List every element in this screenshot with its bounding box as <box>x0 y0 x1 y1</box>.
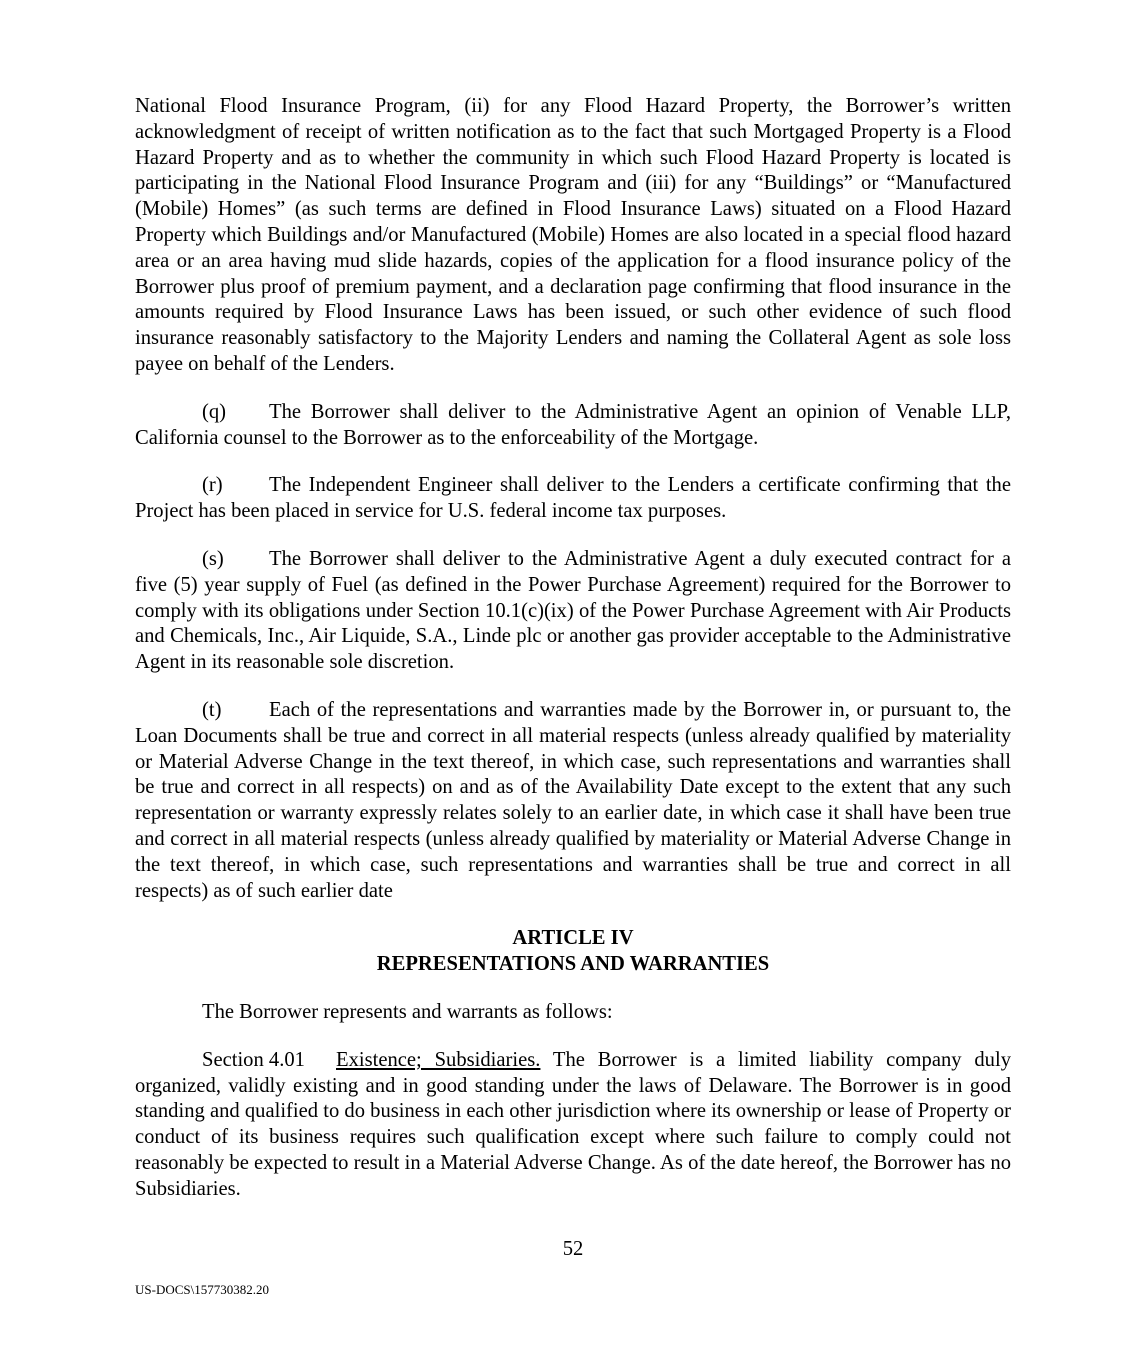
item-label-r: (r) <box>202 474 223 497</box>
item-label-s: (s) <box>202 547 224 570</box>
document-page <box>135 94 1011 1202</box>
item-text-r: The Independent Engineer shall deliver to the Lenders a certificate confirming that the Project has been placed in service for U.S. federal income tax purposes. <box>135 474 1011 523</box>
document-id: US-DOCS\157730382.20 <box>135 1282 269 1297</box>
paragraph-p-continuation: National Flood Insurance Program, (ii) for any Flood Hazard Property, the Borrower’s written acknowledgment of receipt of written notification as to the fact that such Mortgaged Property is a Flood Hazard Property and as to whether the community in which such Flood Hazard Property is located is participating in the National Flood Insurance Program and (iii) for any “Buildings” or “Manufactured (Mobile) Homes” (as such terms are defined in Flood Insurance Laws) situated on a Flood Hazard Property which Buildings and/or Manufactured (Mobile) Homes are also located in a special flood hazard area or an area having mud slide hazards, copies of the application for a flood insurance policy of the Borrower plus proof of premium payment, and a declaration page confirming that flood insurance in the amounts required by Flood Insurance Laws has been issued, or such other evidence of such flood insurance reasonably satisfactory to the Majority Lenders and naming the Collateral Agent as sole loss payee on behalf of the Lenders. <box>135 95 1011 375</box>
section-4-01 <box>135 1048 1011 1203</box>
section-text: The Borrower is a limited liability company duly organized, validly existing and in good standing under the laws of Delaware. The Borrower is in good standing and qualified to do business in each other jurisdiction where its ownership or lease of Property or conduct of its business requires such qualification except where such failure to comply could not reasonably be expected to result in a Material Adverse Change. As of the date hereof, the Borrower has no Subsidiaries. <box>135 1048 1011 1200</box>
paragraph-t <box>135 698 1011 904</box>
item-text-q: The Borrower shall deliver to the Administrative Agent an opinion of Venable LLP, California counsel to the Borrower as to the enforceability of the Mortgage. <box>135 400 1011 449</box>
article-intro: The Borrower represents and warrants as follows: <box>202 1000 613 1023</box>
item-text-s: The Borrower shall deliver to the Administrative Agent a duly executed contract for a five (5) year supply of Fuel (as defined in the Power Purchase Agreement) required for the Borrower to comply with its obligations under Section 10.1(c)(ix) of the Power Purchase Agreement with Air Products and Chemicals, Inc., Air Liquide, S.A., Linde plc or another gas provider acceptable to the Administrative Agent in its reasonable sole discretion. <box>135 547 1011 674</box>
paragraph-s <box>135 547 1011 676</box>
item-label-q: (q) <box>202 400 227 423</box>
article-number: ARTICLE IV <box>512 927 634 950</box>
article-heading <box>135 926 1011 978</box>
section-heading: Existence; Subsidiaries. <box>336 1048 541 1071</box>
section-number: Section 4.01 <box>202 1048 305 1071</box>
paragraph-r <box>135 473 1011 525</box>
page-number: 52 <box>562 1238 584 1260</box>
item-label-t: (t) <box>202 698 222 721</box>
item-text-t: Each of the representations and warranties made by the Borrower in, or pursuant to, the Loan Documents shall be true and correct in all material respects (unless already qualified by materiality or Material Adverse Change in the text thereof, in which case, such representations and warranties shall be true and correct in all respects) on and as of the Availability Date except to the extent that any such representation or warranty expressly relates solely to an earlier date, in which case it shall have been true and correct in all material respects (unless already qualified by materiality or Material Adverse Change in the text thereof, in which case, such representations and warranties shall be true and correct in all respects) as of such earlier date <box>135 698 1011 902</box>
paragraph-q <box>135 400 1011 452</box>
article-title: REPRESENTATIONS AND WARRANTIES <box>376 953 770 976</box>
